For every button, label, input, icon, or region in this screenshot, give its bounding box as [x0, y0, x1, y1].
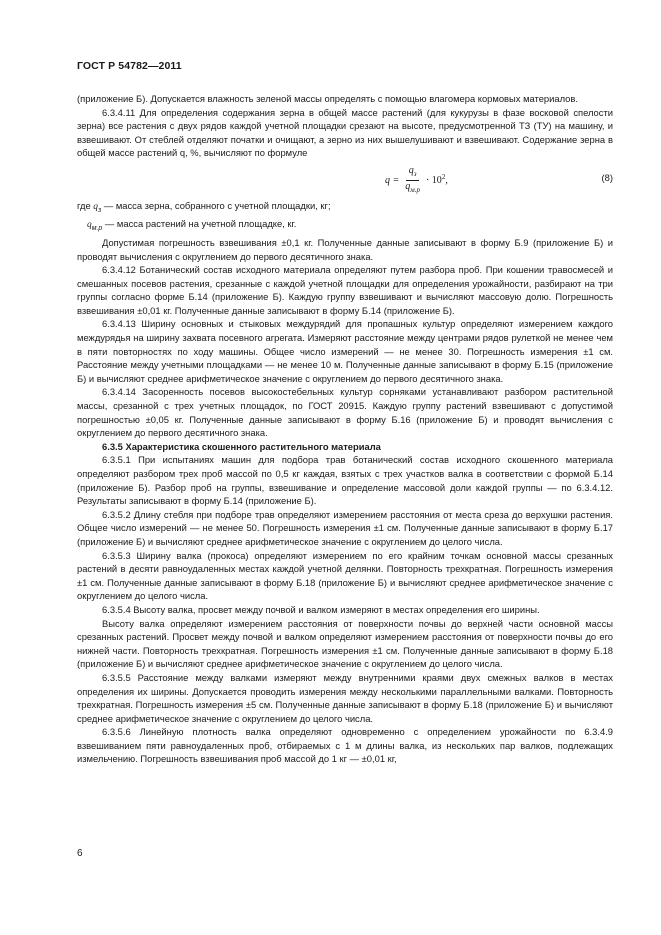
formula-8 [77, 161, 613, 195]
formula-denominator: $q_{м.р}$ [405, 180, 420, 194]
paragraph: Высоту валка определяют измерением расстояния от поверхности почвы до верхней части основной массы срезанных растений. Просвет между почвой и валком определяют измерением расстояния от поверхности почвы до его нижней части. Повторность трехкратная. Погрешность измерения ±1 см. Полученные данные записывают в форму Б.18 (приложение Б) и вычисляют среднее арифметическое значение с округлением до целого числа. [77, 617, 613, 670]
section-heading-6-3-5: 6.3.5 Характеристика скошенного растительного материала [102, 440, 381, 452]
formula-legend-1: где $q_з$ — масса зерна, собранного с учетной площадки, кг; [77, 199, 331, 214]
document-body [77, 92, 613, 766]
paragraph-6-3-5-3: 6.3.5.3 Ширину валка (прокоса) определяют измерением по его крайним точкам основной массы срезанных растений в десяти равноудаленных местах каждой учетной делянки. Повторность трехкратная. Погрешность измерения ±1 см. Полученные данные записывают в форму Б.18 (приложение Б) и вычисляют среднее арифметическое значение с округлением до целого числа. [77, 549, 613, 602]
paragraph: Допустимая погрешность взвешивания ±0,1 кг. Полученные данные записывают в форму Б.9 (приложение Б) и проводят вычисления с округлением до первого десятичного знака. [77, 236, 613, 262]
paragraph-6-3-5-6: 6.3.5.6 Линейную плотность валка определяют одновременно с определением урожайности по 6.3.4.9 взвешиванием пяти равноудаленных проб, отбираемых с 1 м длины валка, из нескольких пар валков, подлежащих измельчению. Погрешность взвешивания проб массой до 1 кг — ±0,01 кг, [77, 726, 613, 765]
formula-lhs: q = [385, 174, 400, 186]
formula-fraction [402, 165, 423, 196]
formula-legend-2: $q_{м.р}$ — масса растений на учетной площадке, кг. [87, 218, 297, 233]
paragraph-6-3-4-13: 6.3.4.13 Ширину основных и стыковых междурядий для пропашных культур определяют измерением каждого междурядья на ширину захвата посевного агрегата. Измеряют расстояние между центрами рядов рулеткой не менее чем в пяти повторностях по ходу машины. Общее число измерений — не менее 30. Погрешность измерения ±1 см. Расстояние между учетными площадками — не менее 10 м. Полученные данные записывают в форму Б.15 (приложение Б) и вычисляют среднее арифметическое значение с округлением до первого десятичного знака. [77, 318, 613, 384]
paragraph-6-3-5-1: 6.3.5.1 При испытаниях машин для подбора трав ботанический состав исходного скошенного материала определяют разбором трех проб массой по 0,5 кг каждая, взятых с трех участков валка в соответствии с формой Б.14 (приложение Б). Разбор проб на группы, взвешивание и определение массовой доли каждой группы — по 6.3.4.12. Результаты записывают в форму Б.14 (приложение Б). [77, 454, 613, 507]
paragraph-6-3-5-5: 6.3.5.5 Расстояние между валками измеряют между внутренними краями двух смежных валков в местах определения их ширины. Допускается проводить измерения между несколькими параллельными валками. Повторность трехкратная. Погрешность измерения ±5 см. Полученные данные записывают в форму Б.18 (приложение Б) и вычисляют среднее арифметическое значение с округлением до целого числа. [77, 671, 613, 724]
equation-number: (8) [601, 171, 613, 183]
paragraph-6-3-5-4: 6.3.5.4 Высоту валка, просвет между почвой и валком измеряют в местах определения его ширины. [102, 603, 540, 615]
formula-multiplier: · 10 [425, 174, 442, 186]
paragraph-6-3-5-2: 6.3.5.2 Длину стебля при подборе трав определяют измерением расстояния от места среза до верхушки растения. Общее число измерений — не менее 50. Погрешность измерения ±1 см. Полученные данные записывают в форму Б.17 (приложение Б) и вычисляют среднее арифметическое значение с округлением до целого числа. [77, 508, 613, 547]
formula-numerator: $q_з$ [406, 165, 420, 181]
paragraph-6-3-4-14: 6.3.4.14 Засоренность посевов высокостебельных культур сорняками устанавливают разбором растительной массы, срезанной с трех учетных площадок, по ГОСТ 20915. Каждую группу растений взвешивают с допустимой погрешностью ±0,05 кг. Полученные данные записывают в форму Б.16 (приложение Б) и проводят вычисления с округлением до первого десятичного знака. [77, 386, 613, 439]
formula-exponent: 2 [441, 172, 446, 181]
paragraph-6-3-4-12: 6.3.4.12 Ботанический состав исходного материала определяют путем разбора проб. При кошении травосмесей и смешанных посевов растения, срезанные с каждой учетной площадки для определения урожайности, разбирают на три группы согласно форме Б.14 (приложение Б). Каждую группу взвешивают и вычисляют массовую долю. Погрешность взвешивания ±0,01 кг. Полученные данные записывают в форму Б.14 (приложение Б). [77, 264, 613, 316]
paragraph-6-3-4-11: 6.3.4.11 Для определения содержания зерна в общей массе растений (для кукурузы в фазе восковой спелости зерна) все растения с двух рядов каждой учетной площадки срезают на высоте, предусмотренной ТЗ (ТУ) на машину, и взвешивают. От стеблей отделяют початки и очищают, а зерно из них вышелушивают и взвешивают. Содержание зерна в общей массе растений q, %, вычисляют по формуле [77, 106, 613, 159]
formula-expression: q = $\frac{q_з}{q_{м.р}}$ · 10 $^2$ , [385, 164, 448, 194]
paragraph: (приложение Б). Допускается влажность зеленой массы определять с помощью влагомера кормовых материалов. [77, 93, 578, 104]
page-number: 6 [77, 848, 83, 859]
document-header: ГОСТ Р 54782—2011 [77, 60, 182, 72]
